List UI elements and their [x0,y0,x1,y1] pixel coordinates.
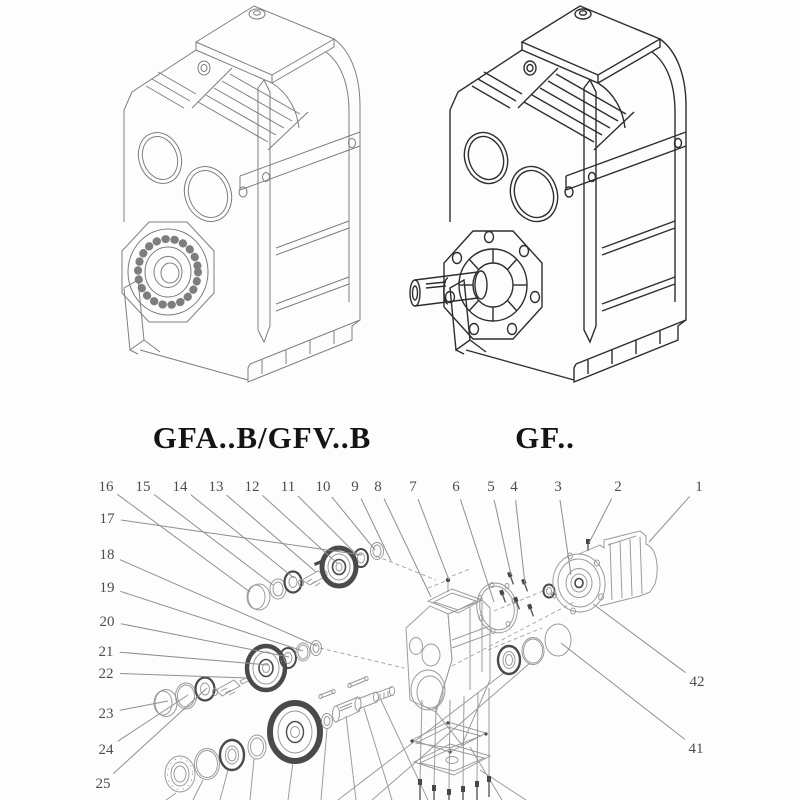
callout-leader-41 [561,643,685,739]
callout-leader-23 [120,701,168,710]
callout-leader-21 [120,652,268,665]
callout-number-17: 17 [99,511,115,527]
callout-leader-16 [117,494,250,592]
model-label-gf: GF.. [515,420,575,455]
callout-number-24: 24 [98,742,114,758]
motor-unit [549,531,657,615]
callout-number-21: 21 [98,644,114,660]
callout-number-14: 14 [172,479,188,495]
callout-leader-42 [593,604,686,673]
fastener-bolts [418,539,590,800]
hollow-shaft-bearing [122,222,214,322]
callout-number-23: 23 [98,706,114,722]
callout-number-19: 19 [99,580,115,596]
callout-leader-12 [262,495,337,563]
callout-leader-17 [121,520,362,555]
callout-number-25: 25 [95,776,111,792]
exploded-parts-diagram [96,479,705,800]
callout-leader-10 [332,497,375,550]
callout-number-16: 16 [98,479,114,495]
callout-number-9: 9 [351,479,359,495]
callout-leader-24 [118,695,188,741]
callout-leader-20 [121,624,289,657]
callout-number-3: 3 [554,479,562,495]
output-flange-and-shaft [410,231,542,339]
callout-number-1: 1 [695,479,703,495]
callout-number-12: 12 [244,479,260,495]
assembly-axis-dashes [320,556,574,668]
gearbox-body-line-art [124,6,360,382]
callout-number-8: 8 [374,479,382,495]
callout-number-20: 20 [99,614,115,630]
callout-number-10: 10 [315,479,331,495]
output-shaft-assembly [165,676,395,792]
callout-leader-4 [516,500,525,584]
callout-number-41: 41 [688,741,704,757]
callout-number-22: 22 [98,666,114,682]
model-label-gfab-gfvb: GFA..B/GFV..B [152,420,372,455]
callout-number-6: 6 [452,479,460,495]
callout-leader-6 [460,499,494,602]
callout-number-2: 2 [614,479,622,495]
gearbox-body-line-art [450,6,686,382]
callout-number-13: 13 [208,479,224,495]
callout-leader-22 [120,674,247,679]
callout-number-4: 4 [510,479,518,495]
callout-leader-1 [649,496,690,542]
callout-leader-5 [494,500,511,575]
callout-leader-7 [418,499,449,580]
callout-number-18: 18 [99,547,115,563]
callout-number-11: 11 [280,479,296,495]
callout-leader-25 [113,688,207,774]
gear-housing [406,578,522,790]
callout-number-5: 5 [487,479,495,495]
callout-number-7: 7 [409,479,417,495]
callout-leader-2 [589,499,612,544]
callout-leader-14 [191,495,294,578]
callout-annotations [96,479,705,792]
callout-number-15: 15 [135,479,151,495]
gearbox-drawing-gfab-gfvb [122,6,360,382]
gearbox-drawing-gf [410,6,686,382]
input-shaft-assembly [247,543,384,611]
callout-number-42: 42 [689,674,705,690]
